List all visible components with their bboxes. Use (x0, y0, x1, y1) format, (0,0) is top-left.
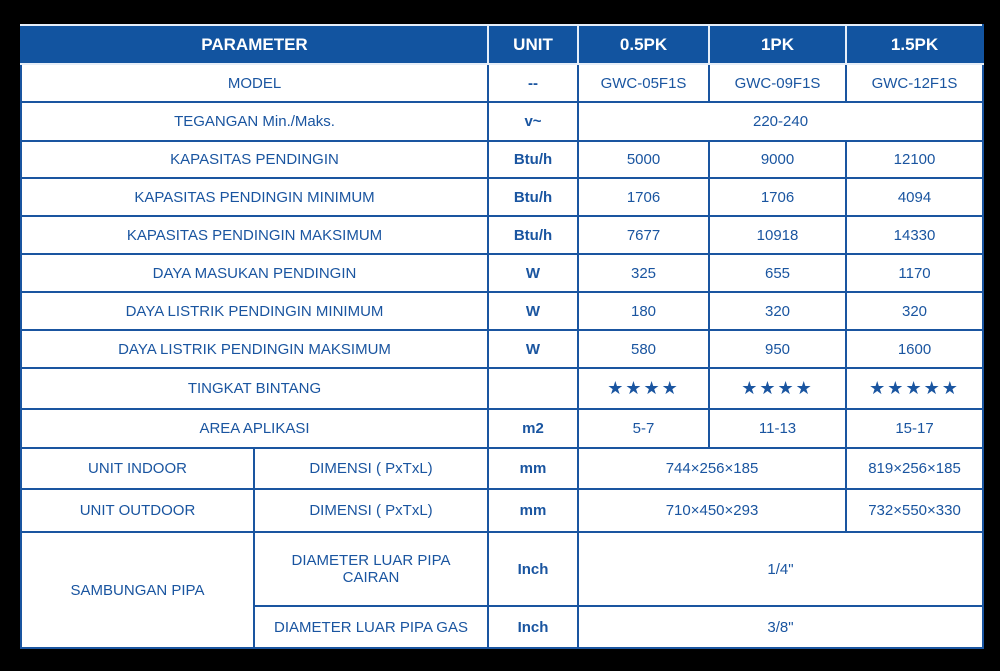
cell: 950 (709, 330, 846, 368)
cell: 1170 (846, 254, 983, 292)
cell: 320 (846, 292, 983, 330)
cell: 10918 (709, 216, 846, 254)
table-row (21, 409, 983, 448)
cell: 11-13 (709, 409, 846, 448)
row-sublabel: DIAMETER LUAR PIPA GAS (254, 606, 488, 648)
cell: 655 (709, 254, 846, 292)
row-label: UNIT OUTDOOR (21, 489, 254, 532)
row-sublabel: DIMENSI ( PxTxL) (254, 489, 488, 532)
cell: GWC-05F1S (578, 64, 709, 102)
table-row (21, 292, 983, 330)
spec-table (20, 24, 984, 649)
row-sublabel: DIMENSI ( PxTxL) (254, 448, 488, 489)
row-unit: m2 (488, 409, 578, 448)
cell: 320 (709, 292, 846, 330)
cell: 3/8" (578, 606, 983, 648)
row-label: UNIT INDOOR (21, 448, 254, 489)
cell: 732×550×330 (846, 489, 983, 532)
table-row (21, 368, 983, 409)
header-unit: UNIT (488, 25, 578, 64)
cell: GWC-12F1S (846, 64, 983, 102)
cell: 1706 (709, 178, 846, 216)
cell: 5-7 (578, 409, 709, 448)
row-unit: W (488, 292, 578, 330)
cell: 7677 (578, 216, 709, 254)
cell: 1706 (578, 178, 709, 216)
cell: 180 (578, 292, 709, 330)
row-unit: Btu/h (488, 141, 578, 178)
header-col: 0.5PK (578, 25, 709, 64)
row-unit: Btu/h (488, 216, 578, 254)
cell: 580 (578, 330, 709, 368)
table-row (21, 216, 983, 254)
table-row (21, 141, 983, 178)
row-unit: W (488, 254, 578, 292)
cell: 220-240 (578, 102, 983, 141)
table-row (21, 102, 983, 141)
table-row (21, 254, 983, 292)
table-row (21, 448, 983, 489)
cell: 819×256×185 (846, 448, 983, 489)
row-label: DAYA MASUKAN PENDINGIN (21, 254, 488, 292)
cell: 15-17 (846, 409, 983, 448)
row-unit: W (488, 330, 578, 368)
cell: 1/4" (578, 532, 983, 606)
row-label: KAPASITAS PENDINGIN MAKSIMUM (21, 216, 488, 254)
cell: GWC-09F1S (709, 64, 846, 102)
table-row (21, 489, 983, 532)
table-row (21, 64, 983, 102)
header-col: 1.5PK (846, 25, 983, 64)
row-label: TEGANGAN Min./Maks. (21, 102, 488, 141)
star-rating-icon: ★★★★ (709, 368, 846, 409)
row-unit: mm (488, 489, 578, 532)
header-parameter: PARAMETER (21, 25, 488, 64)
row-label: TINGKAT BINTANG (21, 368, 488, 409)
cell: 4094 (846, 178, 983, 216)
star-rating-icon: ★★★★ (578, 368, 709, 409)
cell: 325 (578, 254, 709, 292)
cell: 744×256×185 (578, 448, 846, 489)
star-rating-icon: ★★★★★ (846, 368, 983, 409)
row-unit: Inch (488, 606, 578, 648)
cell: 14330 (846, 216, 983, 254)
row-unit: mm (488, 448, 578, 489)
cell: 710×450×293 (578, 489, 846, 532)
table-row (21, 178, 983, 216)
header-col: 1PK (709, 25, 846, 64)
cell: 1600 (846, 330, 983, 368)
header-row (21, 25, 983, 64)
table-row (21, 532, 983, 606)
cell: 9000 (709, 141, 846, 178)
row-label: SAMBUNGAN PIPA (21, 532, 254, 648)
row-label: KAPASITAS PENDINGIN MINIMUM (21, 178, 488, 216)
row-label: MODEL (21, 64, 488, 102)
cell: 12100 (846, 141, 983, 178)
row-unit: -- (488, 64, 578, 102)
row-label: AREA APLIKASI (21, 409, 488, 448)
row-sublabel: DIAMETER LUAR PIPA CAIRAN (254, 532, 488, 606)
row-unit (488, 368, 578, 409)
row-label: KAPASITAS PENDINGIN (21, 141, 488, 178)
row-unit: Btu/h (488, 178, 578, 216)
cell: 5000 (578, 141, 709, 178)
row-label: DAYA LISTRIK PENDINGIN MAKSIMUM (21, 330, 488, 368)
row-unit: Inch (488, 532, 578, 606)
table-row (21, 330, 983, 368)
row-unit: v~ (488, 102, 578, 141)
row-label: DAYA LISTRIK PENDINGIN MINIMUM (21, 292, 488, 330)
